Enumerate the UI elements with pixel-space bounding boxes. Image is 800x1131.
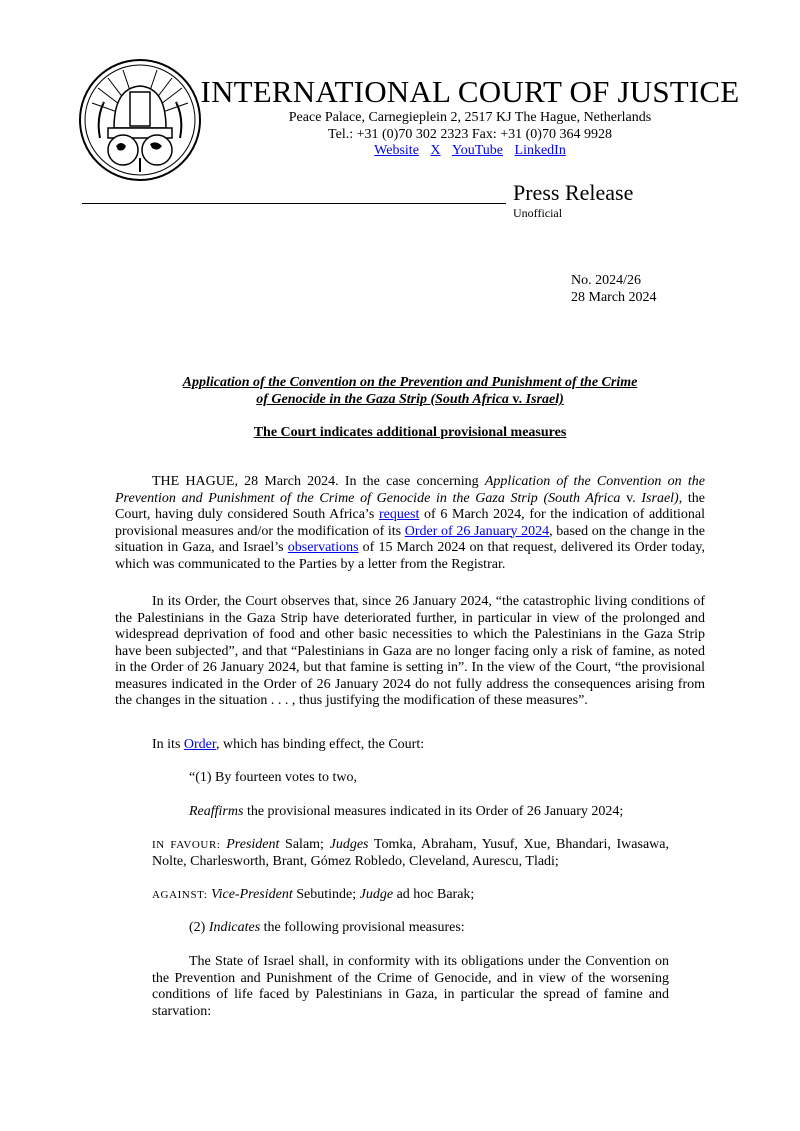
org-title: INTERNATIONAL COURT OF JUSTICE — [200, 74, 740, 109]
paragraph-measures — [152, 954, 669, 1020]
text: In its — [152, 737, 184, 752]
text: Judge — [359, 887, 394, 902]
text: , based on the change in the situation in Gaza, and Israel’s — [115, 523, 705, 555]
x-link[interactable]: X — [430, 143, 441, 158]
text: The State of Israel shall, in conformity with its obligations under the Convention on the Prevention and Punishment of the Crime of Genocide, and in view of the worsening conditions of life faced by Palestinians in Gaza, in particular the spread of famine and starvation: — [152, 954, 669, 1019]
headline: The Court indicates additional provisional measures — [253, 425, 567, 440]
text: (2) — [189, 920, 209, 935]
text: , which has binding effect, the Court: — [215, 737, 425, 752]
vote-label: IN FAVOUR: — [152, 839, 221, 851]
doc-status: Unofficial — [513, 206, 563, 220]
request-link[interactable]: request — [378, 507, 420, 522]
website-link[interactable]: Website — [374, 143, 419, 158]
text: Sebutinde; — [292, 887, 360, 902]
case-title — [110, 374, 710, 408]
case-title-line2b: Israel) — [522, 392, 564, 407]
paragraph-order — [152, 737, 712, 754]
text: Tomka, Abraham, Yusuf, Xue, Bhandari, Iwasawa, Nolte, Charlesworth, Brant, Gómez Robledo, Cleveland, Aurescu, Tladi; — [152, 837, 669, 869]
text: In its Order, the Court observes that, since 26 January 2024, “the catastrophic living conditions of the Palestinians in the Gaza Strip have deteriorated further, in particular in view of the prolonged and widespread deprivation of food and other basic necessities to which the Palestinians in the Gaza Strip have been subjected”, and that “Palestinians in Gaza are no longer facing only a risk of famine, as noted in the Order of 26 January 2024, but that famine is setting in”. In the view of the Court, “the provisional measures indicated in the Order of 26 January 2024 do not fully address the consequences arising from the changes in the situation . . . , thus justifying the modification of these measures”. — [115, 594, 705, 708]
doc-type: Press Release — [513, 180, 634, 205]
operative-clause-2 — [189, 920, 465, 937]
case-title-line1: Application of the Convention on the Prevention and Punishment of the Crime — [182, 375, 638, 390]
text: Salam; — [279, 837, 330, 852]
text: the following provisional measures: — [260, 920, 465, 935]
paragraph-intro — [115, 474, 705, 573]
case-name: Israel) — [641, 490, 679, 506]
vote-label: AGAINST: — [152, 889, 208, 901]
text: v. — [620, 490, 642, 506]
case-title-line2a: of Genocide in the Gaza Strip (South Africa — [256, 392, 513, 407]
text: Indicates — [208, 920, 261, 935]
case-title-v: v. — [512, 392, 523, 407]
operative-clause-1: “(1) By fourteen votes to two, — [189, 770, 357, 785]
release-date: 28 March 2024 — [571, 289, 657, 305]
youtube-link[interactable]: YouTube — [452, 143, 504, 158]
text: Judges — [329, 837, 369, 852]
text: of 6 March 2024, for the indication of additional provisional measures and/or the modification of its — [115, 507, 705, 539]
votes-against — [152, 887, 669, 904]
order-link[interactable]: Order — [183, 737, 216, 752]
order-jan-link[interactable]: Order of 26 January 2024 — [404, 523, 550, 539]
release-number: No. 2024/26 — [571, 273, 641, 288]
text: President — [226, 837, 280, 852]
address: Peace Palace, Carnegieplein 2, 2517 KJ The Hague, Netherlands — [288, 110, 652, 125]
header-divider — [82, 203, 506, 204]
text: Vice-President — [211, 887, 293, 902]
observations-link[interactable]: observations — [287, 540, 359, 555]
social-links — [200, 143, 740, 160]
reaffirms-clause — [189, 804, 623, 821]
case-name: Application of the Convention on the Prevention and Punishment of the Crime of Genocide in the Gaza Strip (South Africa — [115, 474, 705, 506]
release-meta — [571, 273, 657, 306]
contact-block — [200, 110, 740, 160]
text: the provisional measures indicated in its Order of 26 January 2024; — [243, 804, 624, 819]
phone-fax: Tel.: +31 (0)70 302 2323 Fax: +31 (0)70 364 9928 — [328, 126, 612, 142]
text: THE HAGUE, 28 March 2024. In the case concerning — [152, 474, 485, 489]
paragraph-observations — [115, 594, 705, 710]
icj-seal-icon — [78, 58, 202, 182]
votes-in-favour — [152, 837, 669, 870]
text: ad hoc Barak; — [393, 887, 475, 902]
text: , the Court, having duly considered South Africa’s — [115, 490, 706, 522]
text: Reaffirms — [189, 804, 244, 819]
linkedin-link[interactable]: LinkedIn — [514, 143, 566, 158]
text: of 15 March 2024 on that request, delivered its Order today, which was communicated to the Parties by a letter from the Registrar. — [115, 540, 705, 572]
